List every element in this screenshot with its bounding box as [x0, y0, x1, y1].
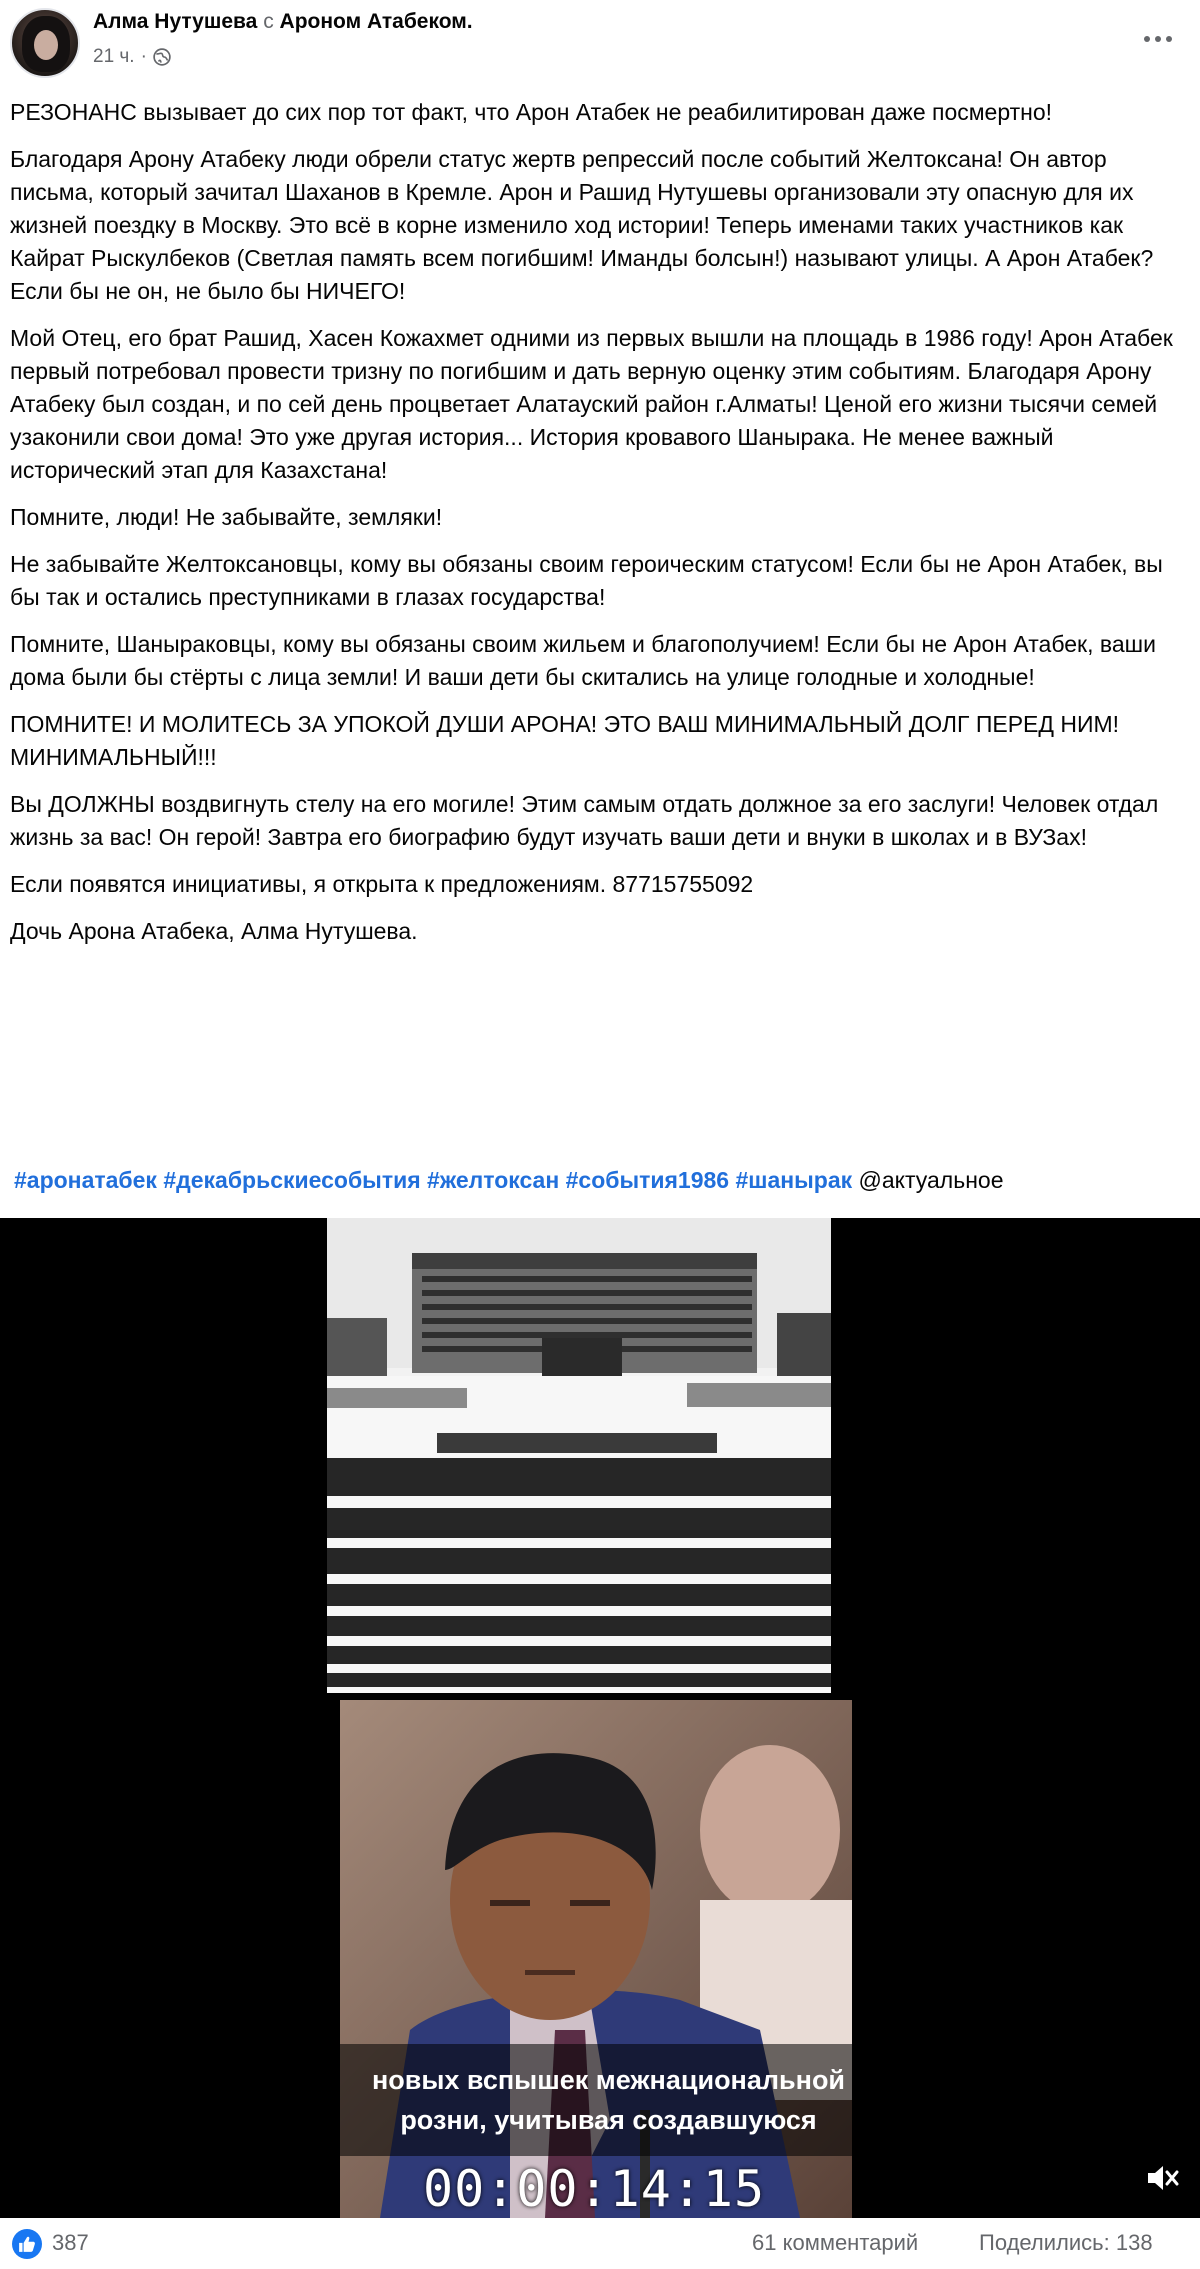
- post-paragraph: Не забывайте Желтоксановцы, кому вы обязаны своим героическим статусом! Если бы не Арон Атабек, вы бы так и остались преступниками в глазах государства!: [10, 551, 1163, 610]
- hashtag-link[interactable]: #шанырак: [735, 1167, 853, 1193]
- hashtag-link[interactable]: #желтоксан: [427, 1167, 560, 1193]
- more-dot: [1155, 36, 1161, 42]
- author-name-link[interactable]: Алма Нутушева: [93, 10, 258, 33]
- post-paragraph: Благодаря Арону Атабеку люди обрели статус жертв репрессий после событий Желтоксана! Он автор письма, который зачитал Шаханов в Кремле. Арон и Рашид Нутушевы организовали эту опасную для их жизней поездку в Москву. Это всё в корне изменило ход истории! Теперь именами таких участников как Кайрат Рыскулбеков (Светлая память всем погибшим! Иманды болсын!) называют улицы. А Арон Атабек? Если бы не он, не было бы НИЧЕГО!: [10, 146, 1154, 304]
- more-options-button[interactable]: [1138, 22, 1178, 56]
- post-paragraph: РЕЗОНАНС вызывает до сих пор тот факт, что Арон Атабек не реабилитирован даже посмертно!: [10, 99, 1053, 125]
- post-text: [10, 96, 1185, 962]
- author-avatar[interactable]: [10, 8, 80, 78]
- post-timestamp[interactable]: 21 ч.: [93, 46, 135, 67]
- shares-count-link[interactable]: Поделились: 138: [979, 2230, 1153, 2255]
- connector-text: с: [257, 10, 280, 33]
- comments-count-link[interactable]: 61 комментарий: [752, 2230, 919, 2255]
- globe-icon[interactable]: [153, 48, 171, 66]
- more-dot: [1166, 36, 1172, 42]
- more-horizontal-icon: [1144, 36, 1150, 42]
- hashtag-link[interactable]: #декабрьскиесобытия: [163, 1167, 421, 1193]
- like-reaction-badge[interactable]: [12, 2229, 42, 2259]
- hashtag-row: [14, 1164, 1004, 1197]
- archive-photo-square: [327, 1218, 831, 1693]
- video-subtitles: [316, 2044, 901, 2156]
- thumbs-up-icon: [18, 2235, 36, 2253]
- post-paragraph: Вы ДОЛЖНЫ воздвигнуть стелу на его могиле! Этим самым отдать должное за его заслуги! Человек отдал жизнь за вас! Он герой! Завтра его биографию будут изучать ваши дети и внуки в школах и в ВУЗах!: [10, 791, 1159, 850]
- post-paragraph: Помните, люди! Не забывайте, земляки!: [10, 504, 443, 530]
- mute-button[interactable]: [1142, 2158, 1182, 2198]
- post-paragraph: Мой Отец, его брат Рашид, Хасен Кожахмет одними из первых вышли на площадь в 1986 году! Арон Атабек первый потребовал провести тризну по погибшим и дать верную оценку этим событиям. Благодаря Арону Атабеку был создан, и по сей день процветает Алатауский район г.Алматы! Ценой его жизни тысячи семей узаконили свои дома! Это уже другая история... История кровавого Шанырака. Не менее важный исторический этап для Казахстана!: [10, 325, 1173, 483]
- post-paragraph: ПОМНИТЕ! И МОЛИТЕСЬ ЗА УПОКОЙ ДУШИ АРОНА! ЭТО ВАШ МИНИМАЛЬНЫЙ ДОЛГ ПЕРЕД НИМ! МИНИМАЛЬНЫЙ!!!: [10, 711, 1120, 770]
- meta-separator: ·: [140, 46, 147, 67]
- subtitle-line: новых вспышек межнациональной: [371, 2065, 846, 2095]
- tagged-suffix: .: [466, 10, 473, 33]
- video-player[interactable]: [0, 1218, 1200, 2218]
- post-header: [0, 0, 1200, 90]
- speaker-muted-icon: [1142, 2158, 1182, 2198]
- post-meta: [93, 46, 171, 68]
- video-timecode: 00:00:14:15: [423, 2160, 766, 2218]
- avatar-face-shape: [34, 30, 58, 60]
- like-count[interactable]: 387: [52, 2230, 89, 2255]
- post-paragraph: Помните, Шаныраковцы, кому вы обязаны своим жильем и благополучием! Если бы не Арон Атабек, ваши дома были бы стёрты с лица земли! И ваши дети бы скитались на улице голодные и холодные!: [10, 631, 1156, 690]
- post-footer: [0, 2220, 1200, 2269]
- subtitle-line: розни, учитывая создавшуюся: [400, 2105, 817, 2135]
- hashtag-link[interactable]: #события1986: [565, 1167, 730, 1193]
- author-line: [93, 10, 473, 34]
- post-paragraph: Если появятся инициативы, я открыта к предложениям. 87715755092: [10, 871, 754, 897]
- mention-link[interactable]: @актуальное: [858, 1167, 1004, 1193]
- archive-photo-illustration: [327, 1218, 831, 1693]
- post-paragraph: Дочь Арона Атабека, Алма Нутушева.: [10, 918, 418, 944]
- tagged-person-link[interactable]: Ароном Атабеком: [279, 10, 467, 33]
- hashtag-link[interactable]: #аронатабек: [14, 1167, 157, 1193]
